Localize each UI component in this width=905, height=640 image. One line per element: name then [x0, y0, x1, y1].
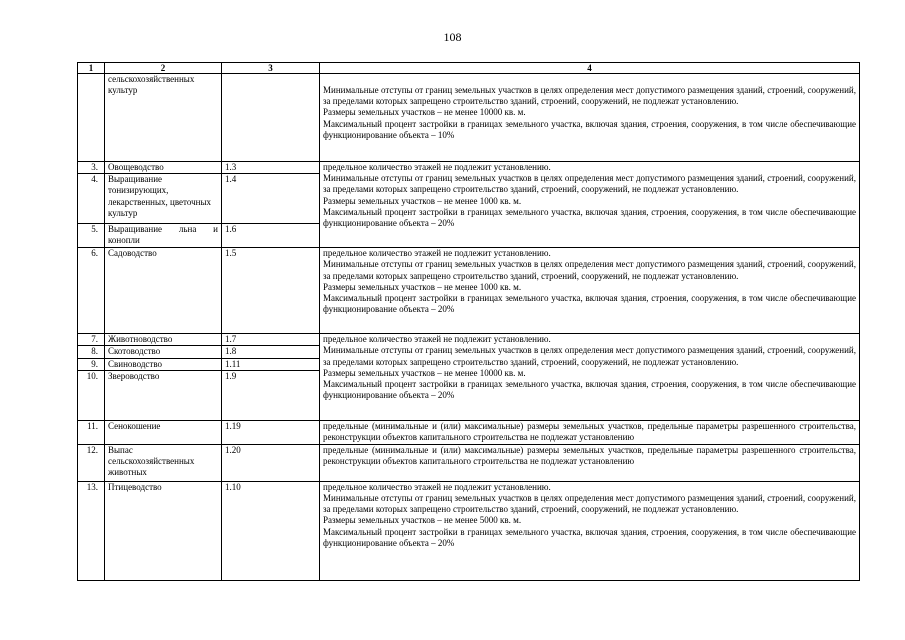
row-number: 9.: [78, 358, 105, 370]
use-code: 1.6: [222, 224, 320, 248]
table-row: [78, 334, 860, 346]
row-number: 7.: [78, 334, 105, 346]
header-row: [78, 63, 860, 74]
row-number: 11.: [78, 420, 105, 444]
use-name: сельскохозяйственных культур: [105, 74, 222, 162]
table-row: [78, 248, 860, 334]
use-name: Скотоводство: [105, 346, 222, 358]
use-code: 1.8: [222, 346, 320, 358]
land-use-table: [77, 62, 860, 581]
requirement-text: Размеры земельных участков – не менее 10000 кв. м.: [323, 367, 526, 378]
row-number: 5.: [78, 224, 105, 248]
use-name: Выращивание льна и конопли: [105, 224, 222, 248]
requirement-text: Максимальный процент застройки в границах земельного участка, включая здания, строения, сооружения, в том числе обеспечивающие функционирование объекта – 20%: [323, 293, 856, 315]
requirement-text: Минимальные отступы от границ земельных участков в целях определения мест допустимого размещения зданий, строений, сооружений, за пределами которых запрещено строительство зданий, строений, сооружений, не подлежат установлению.: [323, 85, 856, 107]
table-row: [78, 444, 860, 481]
row-number: 8.: [78, 346, 105, 358]
table-row: [78, 420, 860, 444]
row-number: 3.: [78, 162, 105, 174]
requirement-text: Минимальные отступы от границ земельных участков в целях определения мест допустимого размещения зданий, строений, сооружений, за пределами которых запрещено строительство зданий, строений, сооружений, не подлежат установлению.: [323, 173, 856, 195]
requirement-text: Размеры земельных участков – не менее 5000 кв. м.: [323, 515, 522, 526]
row-number: 6.: [78, 248, 105, 334]
requirement-text: Максимальный процент застройки в границах земельного участка, включая здания, строения, сооружения, в том числе обеспечивающие функционирование объекта – 20%: [323, 206, 856, 229]
use-name: Сенокошение: [105, 420, 222, 444]
requirement-text: Максимальный процент застройки в границах земельного участка, включая здания, строения, сооружения, в том числе обеспечивающие функционирование объекта – 20%: [323, 379, 856, 401]
requirement-text: Минимальные отступы от границ земельных участков в целях определения мест допустимого размещения зданий, строений, сооружений, за пределами которых запрещено строительство зданий, строений, сооружений, не подлежат установлению.: [323, 345, 856, 367]
requirements-cell: предельные (минимальные и (или) максимальные) размеры земельных участков, предельные параметры разрешенного строительства, реконструкции объектов капитального строительства не подлежат установлению: [320, 420, 860, 444]
use-code: 1.7: [222, 334, 320, 346]
requirement-text: предельное количество этажей не подлежит установлению.: [323, 481, 551, 492]
row-number: 13.: [78, 481, 105, 580]
row-number: 4.: [78, 174, 105, 224]
row-number: 10.: [78, 370, 105, 420]
use-code: 1.9: [222, 370, 320, 420]
requirement-text: Размеры земельных участков – не менее 10000 кв. м.: [323, 107, 526, 118]
requirements-cell: [320, 481, 860, 580]
use-name: Звероводство: [105, 370, 222, 420]
table-row: [78, 481, 860, 580]
use-code: 1.3: [222, 162, 320, 174]
requirement-text: предельное количество этажей не подлежит установлению.: [323, 162, 551, 172]
requirements-cell: [320, 74, 860, 162]
table-row: [78, 162, 860, 174]
requirements-cell: [320, 334, 860, 421]
use-code: 1.20: [222, 444, 320, 481]
requirements-cell: [320, 248, 860, 334]
use-code: 1.19: [222, 420, 320, 444]
use-name: Животноводство: [105, 334, 222, 346]
use-name: Выращивание тонизирующих, лекарственных, цветочных культур: [105, 174, 222, 224]
row-number: 12.: [78, 444, 105, 481]
use-code: 1.4: [222, 174, 320, 224]
requirement-text: Максимальный процент застройки в границах земельного участка, включая здания, строения, сооружения, в том числе обеспечивающие функционирование объекта – 10%: [323, 118, 856, 140]
page-number: 108: [443, 30, 462, 44]
requirements-cell: [320, 162, 860, 248]
requirement-text: предельное количество этажей не подлежит установлению.: [323, 248, 551, 259]
requirement-text: предельное количество этажей не подлежит установлению.: [323, 334, 551, 345]
header-col-2: 2: [105, 63, 222, 74]
use-name: Садоводство: [105, 248, 222, 334]
row-number: [78, 74, 105, 162]
requirement-text: Размеры земельных участков – не менее 1000 кв. м.: [323, 281, 522, 292]
use-code: 1.5: [222, 248, 320, 334]
use-name: Свиноводство: [105, 358, 222, 370]
requirement-text: Минимальные отступы от границ земельных участков в целях определения мест допустимого размещения зданий, строений, сооружений, за пределами которых запрещено строительство зданий, строений, сооружений, не подлежат установлению.: [323, 259, 856, 281]
requirement-text: Максимальный процент застройки в границах земельного участка, включая здания, строения, сооружения, в том числе обеспечивающие функционирование объекта – 20%: [323, 526, 856, 548]
requirement-text: Размеры земельных участков – не менее 1000 кв. м.: [323, 195, 522, 206]
use-code: 1.10: [222, 481, 320, 580]
use-code: [222, 74, 320, 162]
use-name: Птицеводство: [105, 481, 222, 580]
requirement-text: Минимальные отступы от границ земельных участков в целях определения мест допустимого размещения зданий, строений, сооружений, за пределами которых запрещено строительство зданий, строений, сооружений, не подлежат установлению.: [323, 493, 856, 515]
requirements-cell: предельные (минимальные и (или) максимальные) размеры земельных участков, предельные параметры разрешенного строительства, реконструкции объектов капитального строительства не подлежат установлению: [320, 444, 860, 481]
header-col-4: 4: [320, 63, 860, 74]
header-col-1: 1: [78, 63, 105, 74]
header-col-3: 3: [222, 63, 320, 74]
use-name: Выпас сельскохозяйственных животных: [105, 444, 222, 481]
table-row: [78, 74, 860, 162]
use-name: Овощеводство: [105, 162, 222, 174]
use-code: 1.11: [222, 358, 320, 370]
